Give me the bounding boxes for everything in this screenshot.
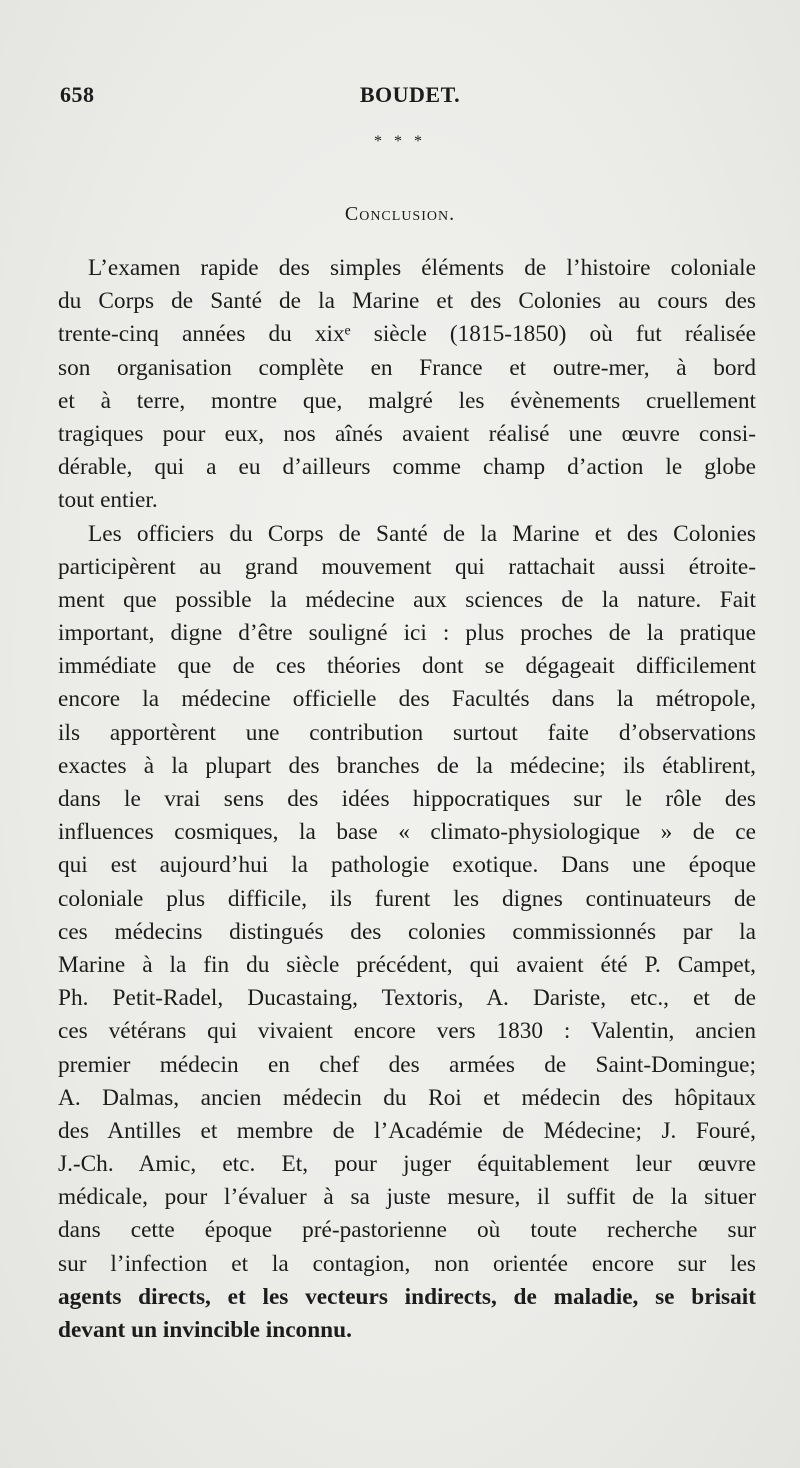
- text-line: du Corps de Santé de la Marine et des Colonies au cours des: [58, 288, 756, 315]
- text-line: dans le vrai sens des idées hippocratiques sur le rôle des: [58, 786, 756, 812]
- text-line: tout entier.: [58, 487, 158, 514]
- text-line: influences cosmiques, la base « climato-physiologique » de ce: [58, 819, 756, 846]
- text-line: important, digne d’être souligné ici : plus proches de la pratique: [58, 620, 756, 647]
- text-line: agents directs, et les vecteurs indirects, de maladie, se brisait: [58, 1283, 756, 1310]
- text-line: trente-cinq années du xixᵉ siècle (1815-1850) où fut réalisée: [58, 321, 756, 348]
- text-line: ces vétérans qui vivaient encore vers 1830 : Valentin, ancien: [58, 1018, 756, 1045]
- paragraph-2: [58, 518, 756, 1348]
- paragraph-1: [58, 252, 756, 518]
- section-ornament: * * *: [374, 133, 426, 150]
- text-line: sur l’infection et la contagion, non orientée encore sur les: [58, 1250, 756, 1277]
- text-line: et à terre, montre que, malgré les évènements cruellement: [58, 387, 756, 414]
- text-line: Ph. Petit-Radel, Ducastaing, Textoris, A. Dariste, etc., et de: [58, 985, 756, 1012]
- text-line: dans cette époque pré-pastorienne où toute recherche sur: [58, 1217, 756, 1244]
- text-line: ces médecins distingués des colonies commissionnés par la: [58, 918, 756, 945]
- text-line: A. Dalmas, ancien médecin du Roi et médecin des hôpitaux: [58, 1084, 756, 1111]
- text-line: Marine à la fin du siècle précédent, qui avaient été P. Campet,: [58, 951, 756, 978]
- text-line: exactes à la plupart des branches de la médecine; ils établirent,: [58, 752, 756, 779]
- text-line: premier médecin en chef des armées de Saint-Domingue;: [58, 1051, 756, 1078]
- text-line: tragiques pour eux, nos aînés avaient réalisé une œuvre consi-: [58, 420, 756, 447]
- text-line: ils apportèrent une contribution surtout faite d’observations: [58, 719, 756, 746]
- text-line: encore la médecine officielle des Facultés dans la métropole,: [58, 686, 756, 713]
- text-line: L’examen rapide des simples éléments de l’histoire coloniale: [88, 255, 756, 281]
- text-line: coloniale plus difficile, ils furent les dignes continuateurs de: [58, 885, 756, 912]
- text-line: des Antilles et membre de l’Académie de Médecine; J. Fouré,: [58, 1117, 756, 1144]
- text-line: qui est aujourd’hui la pathologie exotique. Dans une époque: [58, 852, 756, 879]
- running-head-author: BOUDET.: [359, 82, 461, 107]
- body-text: [58, 252, 756, 1347]
- text-line: Les officiers du Corps de Santé de la Marine et des Colonies: [88, 520, 756, 547]
- text-line: médicale, pour l’évaluer à sa juste mesure, il suffit de la situer: [58, 1184, 756, 1211]
- section-title: Conclusion.: [344, 203, 456, 225]
- page-number: 658: [60, 82, 95, 107]
- running-head: [60, 82, 760, 112]
- text-line: participèrent au grand mouvement qui rattachait aussi étroite-: [58, 553, 756, 580]
- text-line: son organisation complète en France et outre-mer, à bord: [58, 354, 756, 381]
- text-line: devant un invincible inconnu.: [58, 1317, 352, 1343]
- text-line: ment que possible la médecine aux sciences de la nature. Fait: [58, 586, 756, 613]
- text-line: J.-Ch. Amic, etc. Et, pour juger équitablement leur œuvre: [58, 1151, 756, 1178]
- text-line: dérable, qui a eu d’ailleurs comme champ d’action le globe: [58, 454, 756, 481]
- text-line: immédiate que de ces théories dont se dégageait difficilement: [58, 653, 756, 680]
